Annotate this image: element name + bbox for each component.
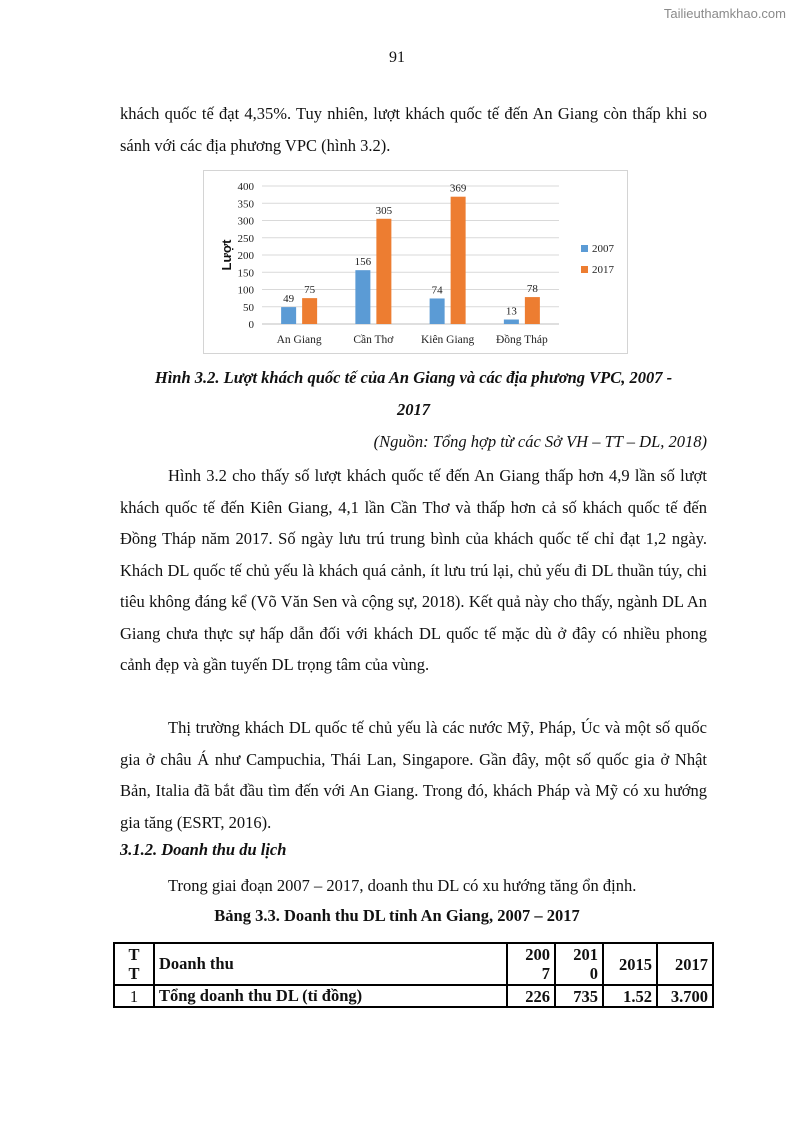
y-axis-label: Lượt — [219, 239, 234, 271]
row-value-2010: 735 — [555, 985, 603, 1007]
row-value-2017: 3.700 — [657, 985, 713, 1007]
header-year-2007 — [507, 943, 555, 985]
paragraph-2: Hình 3.2 cho thấy số lượt khách quốc tế đến An Giang thấp hơn 4,9 lần số lượt khách quốc tế đến Kiên Giang, 4,1 lần Cần Thơ và thấp hơn cả số khách quốc tế đến Đồng Tháp năm 2017. Số ngày lưu trú trung bình của khách quốc tế chỉ đạt 1,2 ngày. Khách DL quốc tế chủ yếu là khách quá cảnh, ít lưu trú lại, chủ yếu đi DL thuần túy, chi tiêu không đáng kể (Võ Văn Sen và cộng sự, 2018). Kết quả này cho thấy, ngành DL An Giang chưa thực sự hấp dẫn đối với khách DL quốc tế mặc dù ở đây có nhiều phong cảnh đẹp và gần tuyến DL trọng tâm của vùng. — [120, 466, 707, 674]
row-label: Tổng doanh thu DL (tỉ đồng) — [154, 985, 507, 1007]
x-tick-label: Đồng Tháp — [495, 334, 548, 346]
figure-caption-line1: Hình 3.2. Lượt khách quốc tế của An Giang và các địa phương VPC, 2007 - — [154, 368, 673, 387]
y-tick-label: 100 — [237, 284, 254, 297]
y-tick-label: 300 — [237, 215, 254, 228]
data-label: 305 — [375, 204, 393, 217]
y-tick-label: 0 — [248, 319, 254, 331]
x-tick-label: An Giang — [276, 334, 322, 346]
data-label: 369 — [449, 182, 467, 195]
bar — [451, 197, 466, 324]
row-index: 1 — [114, 985, 154, 1007]
header-tt-line2: T — [128, 964, 140, 983]
y-tick-label: 250 — [237, 232, 254, 245]
header-year-2007-b: 7 — [541, 964, 550, 983]
bar — [376, 219, 391, 324]
legend-swatch — [581, 266, 588, 273]
header-year-2010-b: 0 — [589, 964, 598, 983]
bar — [504, 320, 519, 324]
y-tick-label: 200 — [237, 250, 254, 262]
data-label: 75 — [304, 284, 316, 297]
revenue-table — [113, 942, 714, 1008]
header-year-2007-a: 200 — [525, 945, 550, 964]
row-value-2015: 1.52 — [603, 985, 657, 1007]
bar — [355, 270, 370, 324]
row-value-2007: 226 — [507, 985, 555, 1007]
figure-caption-line2: 2017 — [397, 400, 430, 419]
watermark-text: Tailieuthamkhao.com — [663, 6, 786, 21]
data-label: 78 — [526, 283, 538, 296]
bar-chart — [203, 170, 628, 354]
legend-label: 2017 — [592, 264, 614, 276]
y-tick-label: 150 — [237, 267, 254, 280]
bar — [281, 307, 296, 324]
bar — [525, 297, 540, 324]
y-tick-label: 400 — [237, 181, 254, 193]
figure-source: (Nguồn: Tổng hợp từ các Sở VH – TT – DL, 2018) — [373, 432, 707, 451]
y-tick-label: 50 — [243, 301, 254, 314]
data-label: 156 — [354, 256, 372, 269]
section-heading: 3.1.2. Doanh thu du lịch — [120, 840, 287, 859]
paragraph-1: khách quốc tế đạt 4,35%. Tuy nhiên, lượt khách quốc tế đến An Giang còn thấp khi so sánh với các địa phương VPC (hình 3.2). — [120, 104, 707, 155]
table-row — [114, 985, 713, 1007]
header-tt — [114, 943, 154, 985]
bar — [430, 298, 445, 324]
y-tick-label: 350 — [237, 198, 254, 211]
paragraph-3: Thị trường khách DL quốc tế chủ yếu là các nước Mỹ, Pháp, Úc và một số quốc gia ở châu Á như Campuchia, Thái Lan, Singapore. Gần đây, một số quốc gia ở Nhật Bản, Italia đã bắt đầu tìm đến với An Giang. Trong đó, khách Pháp và Mỹ có xu hướng gia tăng (ESRT, 2016). — [120, 718, 707, 832]
header-year-2015: 2015 — [603, 943, 657, 985]
header-label: Doanh thu — [154, 943, 507, 985]
page-number: 91 — [389, 49, 405, 66]
data-label: 74 — [431, 284, 443, 297]
paragraph-4: Trong giai đoạn 2007 – 2017, doanh thu DL có xu hướng tăng ổn định. — [168, 876, 637, 895]
header-year-2010-a: 201 — [573, 945, 598, 964]
table-header-row — [114, 943, 713, 985]
chart-svg — [204, 171, 627, 353]
legend-label: 2007 — [592, 243, 614, 255]
header-year-2010 — [555, 943, 603, 985]
data-label: 13 — [505, 305, 517, 318]
header-year-2017: 2017 — [657, 943, 713, 985]
bar — [302, 298, 317, 324]
x-tick-label: Kiên Giang — [420, 334, 475, 346]
header-tt-line1: T — [128, 945, 140, 964]
legend-swatch — [581, 245, 588, 252]
data-label: 49 — [283, 293, 295, 306]
table-title: Bảng 3.3. Doanh thu DL tỉnh An Giang, 2007 – 2017 — [214, 906, 580, 925]
x-tick-label: Cần Thơ — [353, 334, 394, 346]
